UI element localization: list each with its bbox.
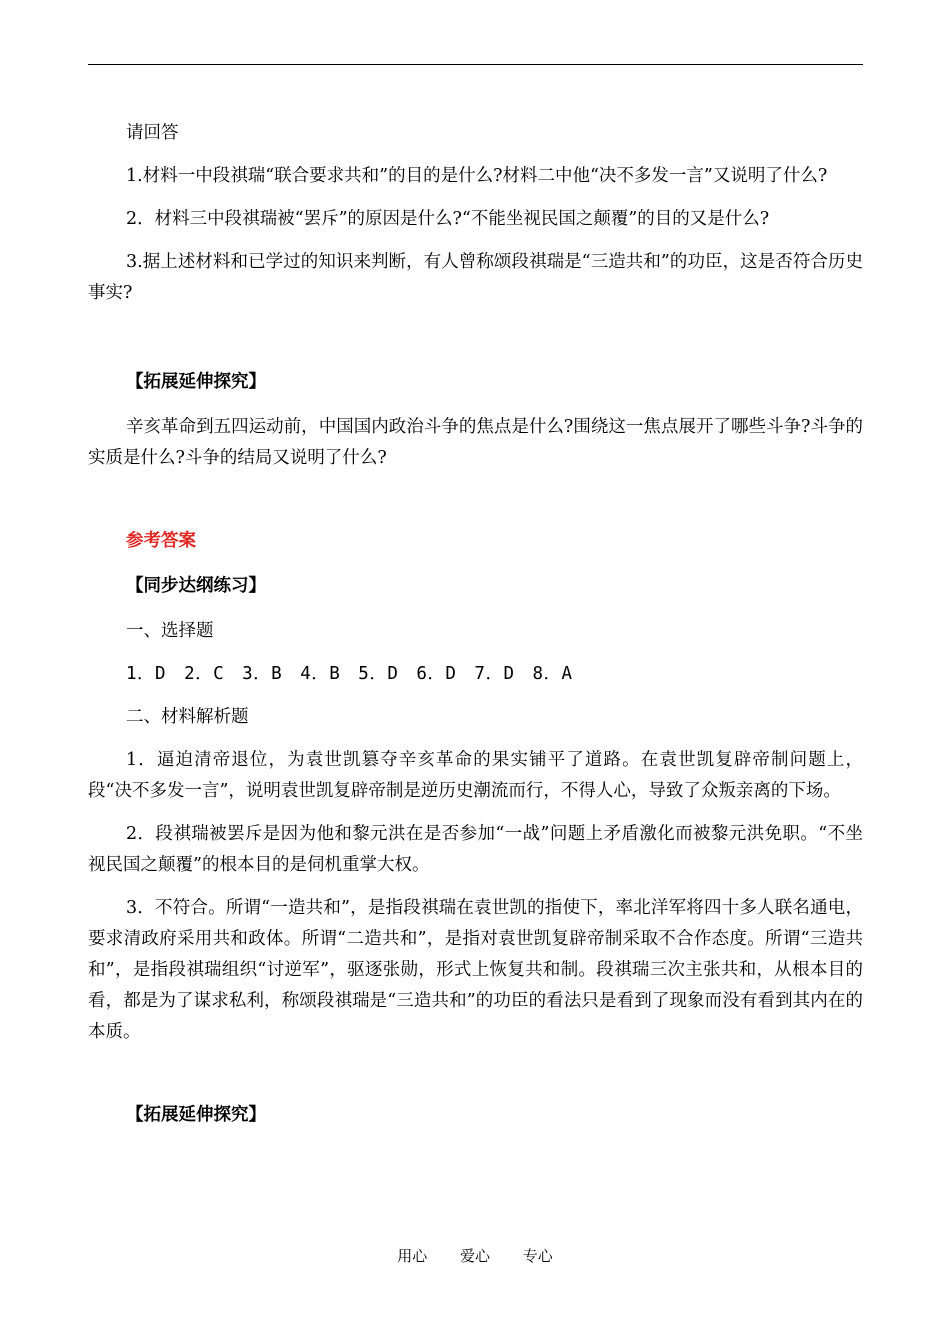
- question-2: 2．材料三中段祺瑞被“罢斥”的原因是什么?“不能坐视民国之颠覆”的目的又是什么?: [126, 209, 770, 229]
- answer-2: 2．段祺瑞被罢斥是因为他和黎元洪在是否参加“一战”问题上矛盾激化而被黎元洪免职。“不坐视民国之颠覆”的根本目的是伺机重掌大权。: [88, 824, 863, 875]
- header-rule: [88, 64, 863, 65]
- spacer: [88, 321, 863, 367]
- footer-item: 用心: [397, 1247, 428, 1265]
- spacer: [88, 1060, 863, 1100]
- extension-heading: 【拓展延伸探究】: [126, 372, 266, 392]
- question-prompt: 请回答: [126, 123, 179, 143]
- material-analysis-heading: 二、材料解析题: [126, 707, 249, 727]
- multiple-choice-answers: 1．D 2．C 3．B 4．B 5．D 6．D 7．D 8．A: [126, 664, 573, 684]
- answer-title: 参考答案: [126, 531, 196, 551]
- extension-question: 辛亥革命到五四运动前，中国国内政治斗争的焦点是什么?围绕这一焦点展开了哪些斗争?斗争的实质是什么?斗争的结局又说明了什么?: [88, 417, 863, 468]
- spacer: [88, 486, 863, 526]
- footer-item: 爱心: [459, 1247, 490, 1265]
- page-footer: [0, 1244, 950, 1268]
- answer-3: 3．不符合。所谓“一造共和”，是指段祺瑞在袁世凯的指使下，率北洋军将四十多人联名通电，要求清政府采用共和政体。所谓“二造共和”，是指对袁世凯复辟帝制采取不合作态度。所谓“三造共和”，是指段祺瑞组织“讨逆军”，驱逐张勋，形式上恢复共和制。段祺瑞三次主张共和，从根本目的看，都是为了谋求私利，称颂段祺瑞是“三造共和”的功臣的看法只是看到了现象而没有看到其内在的本质。: [88, 898, 863, 1042]
- answer-extension-heading: 【拓展延伸探究】: [126, 1105, 266, 1125]
- sync-exercise-heading: 【同步达纲练习】: [126, 576, 266, 596]
- answer-1: 1．逼迫清帝退位，为袁世凯篡夺辛亥革命的果实铺平了道路。在袁世凯复辟帝制问题上，段“决不多发一言”，说明袁世凯复辟帝制是逆历史潮流而行，不得人心，导致了众叛亲离的下场。: [88, 750, 863, 801]
- question-1: 1.材料一中段祺瑞“联合要求共和”的目的是什么?材料二中他“决不多发一言”又说明了什么?: [126, 166, 828, 186]
- multiple-choice-heading: 一、选择题: [126, 621, 214, 641]
- document-body: [88, 118, 863, 1145]
- question-3: 3.据上述材料和已学过的知识来判断，有人曾称颂段祺瑞是“三造共和”的功臣，这是否符合历史事实?: [88, 252, 863, 303]
- footer-item: 专心: [522, 1247, 553, 1265]
